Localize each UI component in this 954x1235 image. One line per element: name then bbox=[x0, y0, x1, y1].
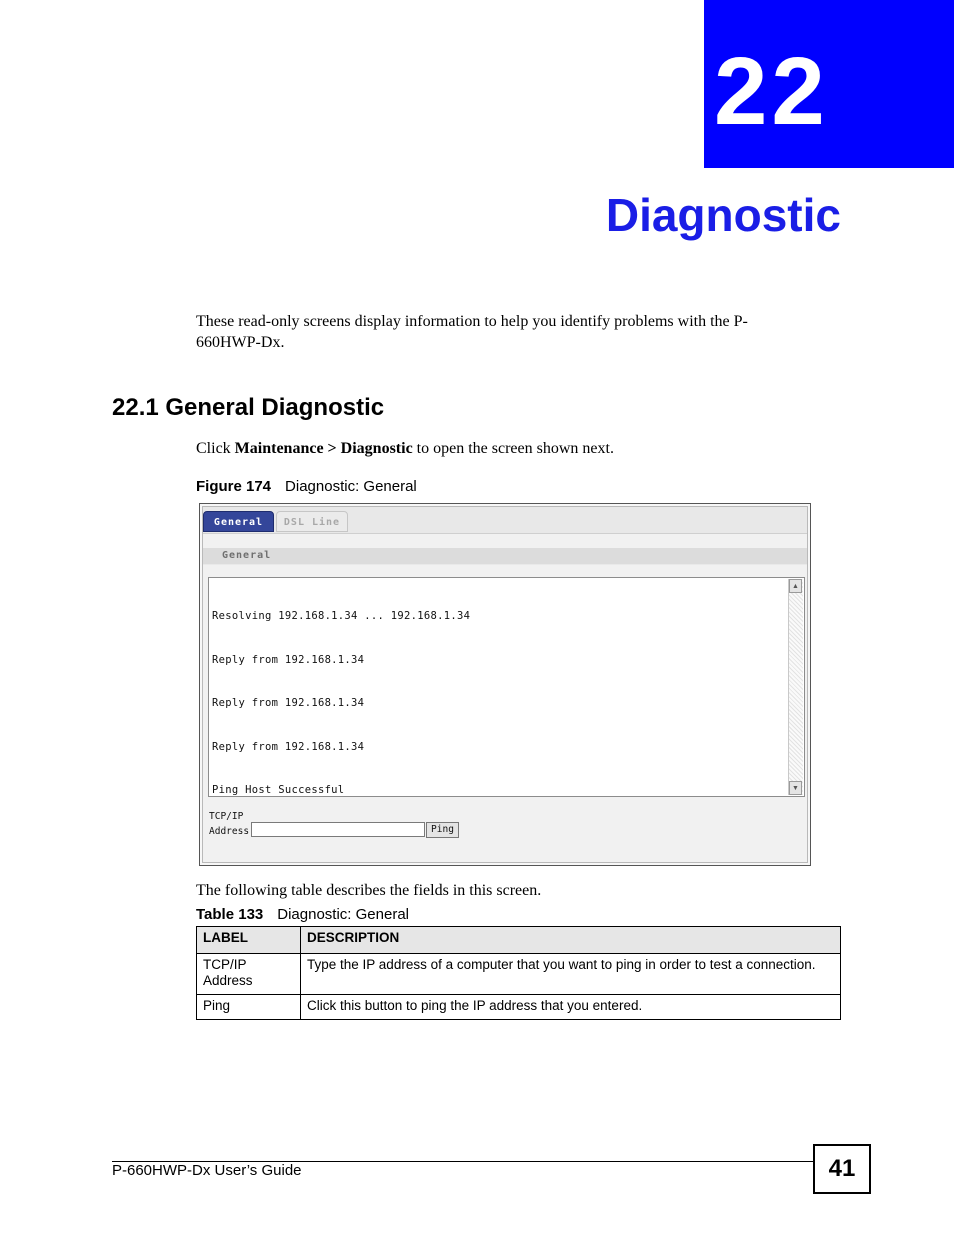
tcpip-address-input[interactable] bbox=[251, 822, 425, 837]
result-line: Reply from 192.168.1.34 bbox=[212, 697, 365, 709]
diagnostic-window bbox=[202, 506, 808, 863]
table-header-row bbox=[197, 927, 841, 954]
figure-caption bbox=[196, 478, 417, 496]
result-line: Ping Host Successful bbox=[212, 784, 345, 796]
row-description: Type the IP address of a computer that you want to ping in order to test a connection. bbox=[301, 954, 841, 995]
ping-result-textarea[interactable] bbox=[208, 577, 805, 797]
result-lines bbox=[212, 580, 470, 827]
intro-paragraph: These read-only screens display information to help you identify problems with the P-660HWP-Dx. bbox=[196, 313, 748, 351]
tcpip-label-line1: TCP/IP bbox=[209, 811, 244, 822]
page-number: 41 bbox=[813, 1144, 871, 1194]
header-description: DESCRIPTION bbox=[301, 927, 841, 954]
footer-guide-title: P-660HWP-Dx User’s Guide bbox=[112, 1162, 302, 1179]
result-line: Reply from 192.168.1.34 bbox=[212, 740, 365, 753]
row-label-line1: TCP/IP bbox=[203, 957, 247, 972]
tab-bar bbox=[203, 507, 807, 534]
table-intro: The following table describes the fields in this screen. bbox=[196, 882, 542, 899]
ping-button[interactable]: Ping bbox=[426, 822, 459, 838]
row-description: Click this button to ping the IP address that you entered. bbox=[301, 995, 841, 1020]
scroll-down-arrow-icon[interactable]: ▼ bbox=[789, 781, 802, 795]
row-label bbox=[197, 954, 301, 995]
figure-caption-text: Diagnostic: General bbox=[285, 478, 417, 495]
result-line: Reply from 192.168.1.34 bbox=[212, 653, 365, 666]
panel-heading-bar bbox=[203, 548, 807, 565]
click-instruction bbox=[196, 438, 614, 459]
section-heading: 22.1 General Diagnostic bbox=[112, 394, 385, 421]
tcpip-label-line2: Address bbox=[209, 826, 250, 837]
figure-caption-label: Figure 174 bbox=[196, 478, 272, 495]
click-suffix: to open the screen shown next. bbox=[412, 440, 614, 457]
table-row bbox=[197, 954, 841, 995]
row-label: Ping bbox=[197, 995, 301, 1020]
menu-path: Maintenance > Diagnostic bbox=[234, 440, 413, 457]
chapter-title: Diagnostic bbox=[605, 189, 841, 241]
scroll-up-arrow-icon[interactable]: ▲ bbox=[789, 579, 802, 593]
chapter-number: 22 bbox=[714, 38, 829, 145]
field-description-table bbox=[196, 926, 841, 1020]
table-caption-text: Diagnostic: General bbox=[277, 906, 409, 923]
panel-heading: General bbox=[222, 550, 272, 561]
vertical-scrollbar[interactable] bbox=[788, 579, 803, 795]
header-label: LABEL bbox=[197, 927, 301, 954]
click-prefix: Click bbox=[196, 440, 235, 457]
row-label-line2: Address bbox=[203, 973, 253, 988]
table-row bbox=[197, 995, 841, 1020]
table-caption bbox=[196, 906, 409, 924]
tab-dsl-line[interactable]: DSL Line bbox=[276, 511, 348, 532]
tcpip-address-label bbox=[209, 809, 249, 839]
tab-general[interactable]: General bbox=[203, 511, 274, 532]
table-caption-label: Table 133 bbox=[196, 906, 264, 923]
result-line: Resolving 192.168.1.34 ... 192.168.1.34 bbox=[212, 610, 471, 622]
diagnostic-screenshot bbox=[199, 503, 811, 866]
